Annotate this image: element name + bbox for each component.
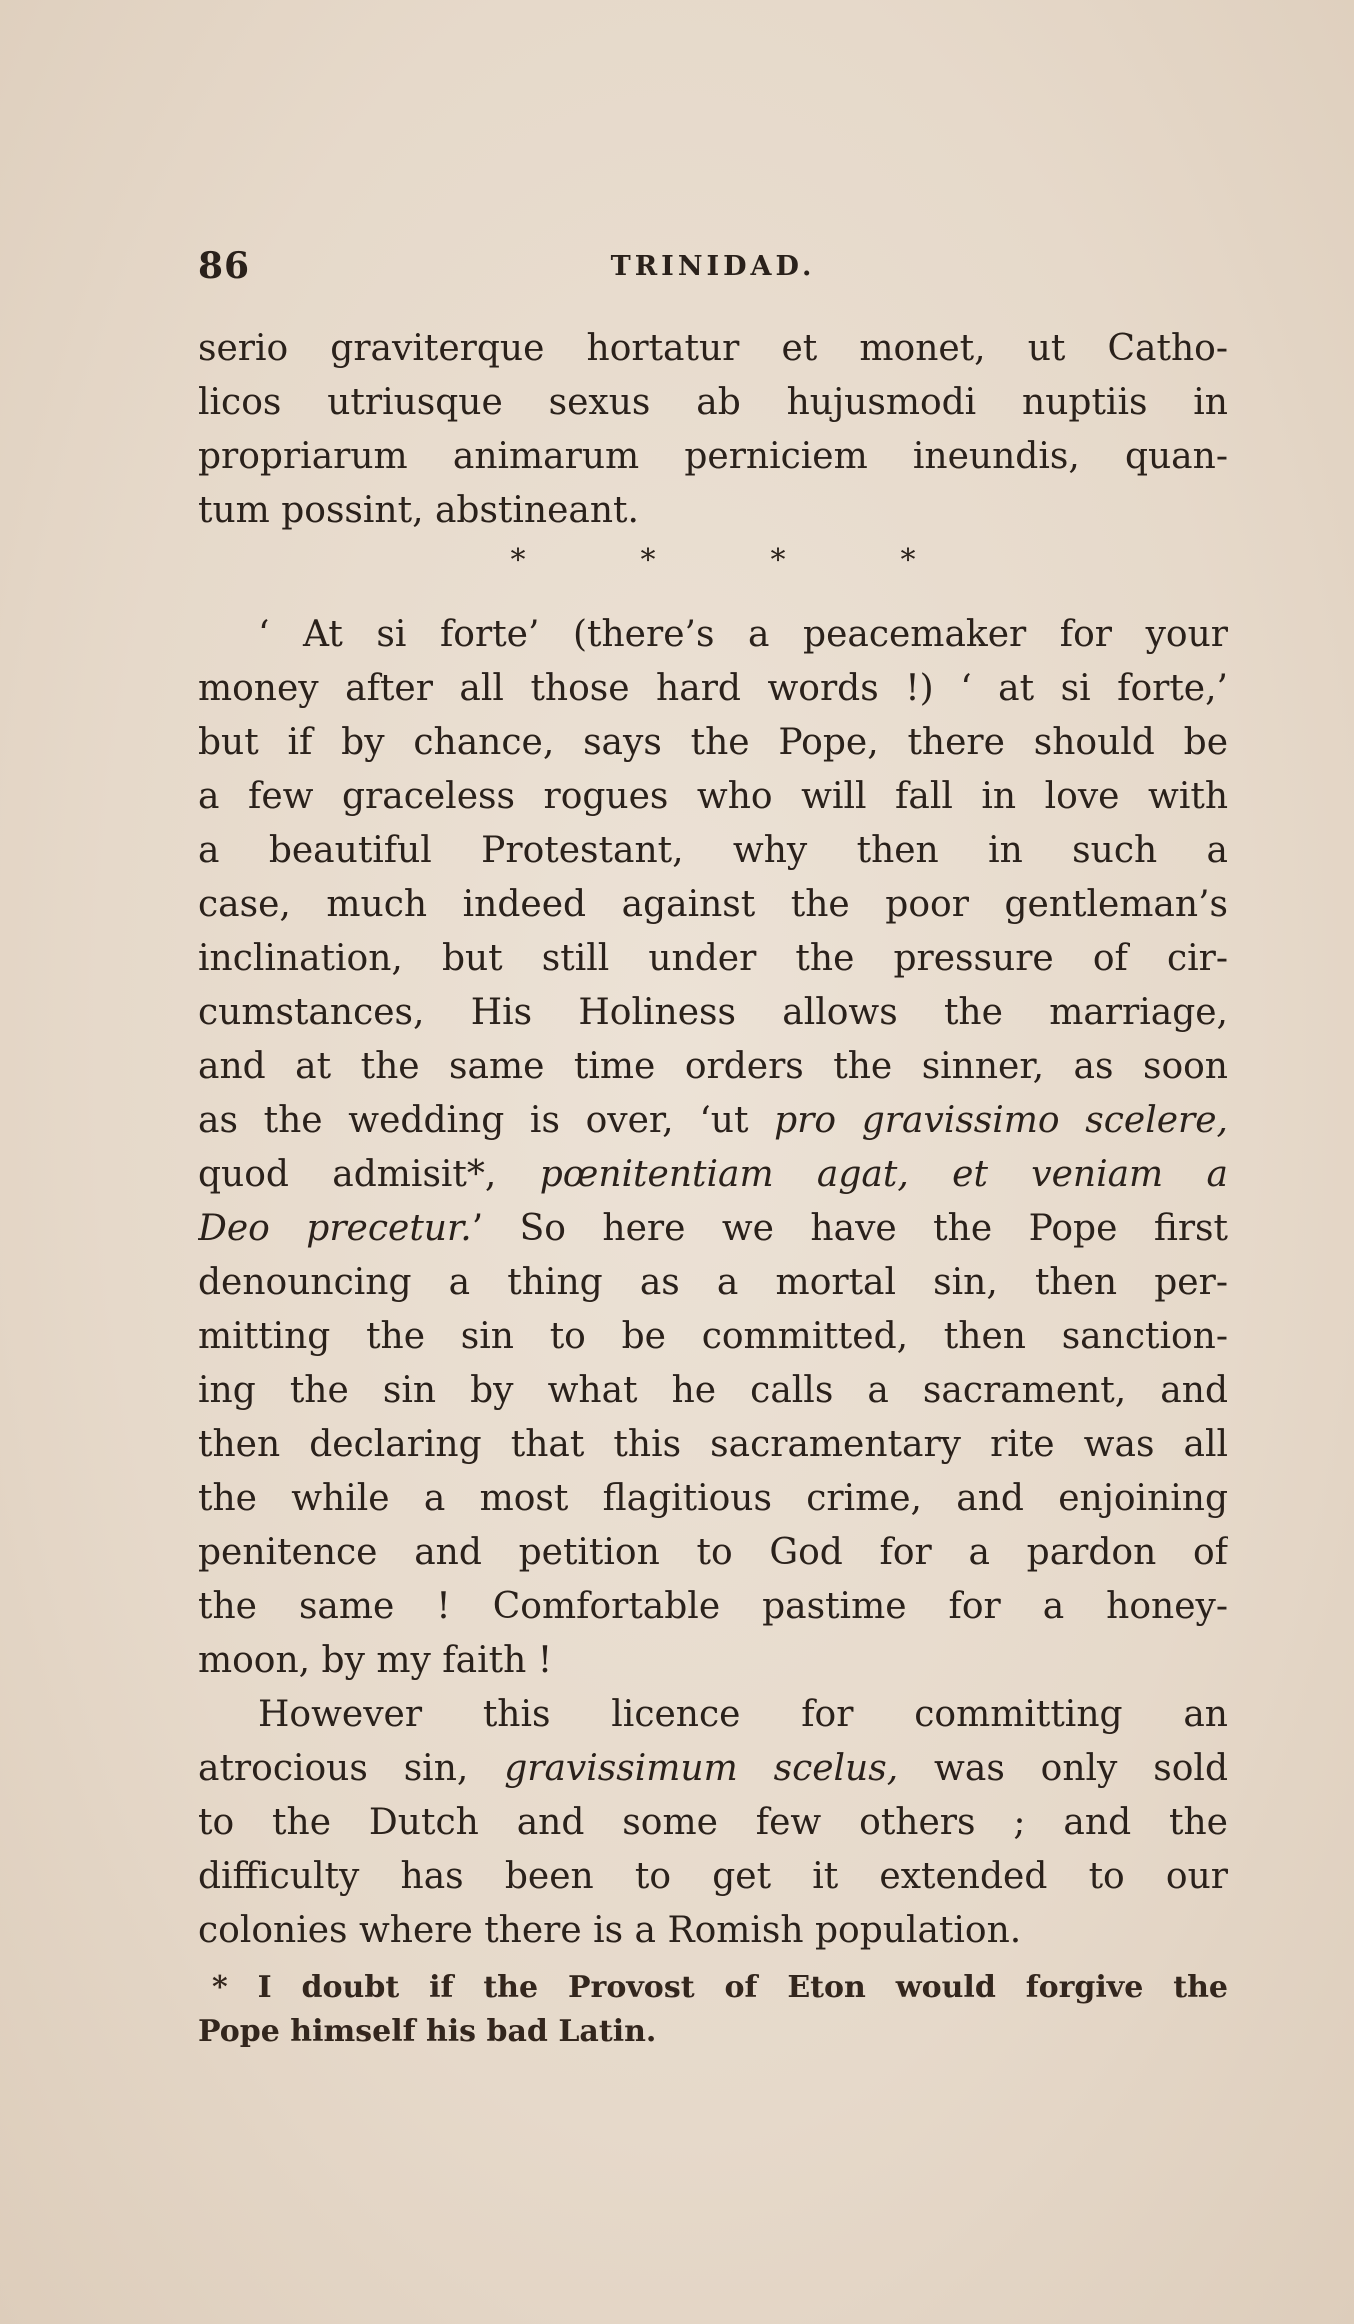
italic-run: pro gravissimo scelere, — [774, 1100, 1228, 1141]
italic-run: gravissimum scelus, — [504, 1748, 899, 1789]
text-line: a few graceless rogues who will fall in love with — [198, 776, 1228, 817]
text-run: ’ So here we have the Pope first — [471, 1208, 1228, 1249]
text-run: quod admisit*, — [198, 1154, 497, 1195]
text-line: cumstances, His Holiness allows the marriage, — [198, 992, 1228, 1033]
text-line: licos utriusque sexus ab hujusmodi nuptiis in — [198, 382, 1228, 423]
text-line — [198, 1094, 1228, 1148]
section-gap — [198, 583, 1228, 608]
italic-run: pœnitentiam agat, et veniam a — [539, 1154, 1228, 1195]
text-line: but if by chance, says the Pope, there should be — [198, 722, 1228, 763]
text-line: propriarum animarum perniciem ineundis, quan- — [198, 436, 1228, 477]
text-line: However this licence for committing an — [258, 1694, 1228, 1735]
text-line: colonies where there is a Romish population. — [198, 1910, 1022, 1951]
text-run: was only sold — [934, 1748, 1228, 1789]
asterisk: * — [510, 543, 526, 578]
text-line — [198, 1202, 1228, 1256]
text-line: serio graviterque hortatur et monet, ut Catho- — [198, 328, 1228, 369]
asterism — [198, 538, 1228, 583]
text-line: moon, by my faith ! — [198, 1640, 553, 1681]
text-line: the same ! Comfortable pastime for a honey- — [198, 1586, 1228, 1627]
footnote-line: * I doubt if the Provost of Eton would forgive the — [212, 1970, 1228, 2005]
footnote — [198, 1966, 1228, 2054]
text-line: ing the sin by what he calls a sacrament, and — [198, 1370, 1228, 1411]
text-run: as the wedding is over, ‘ut — [198, 1100, 749, 1141]
text-line: inclination, but still under the pressure of cir- — [198, 938, 1228, 979]
text-line: case, much indeed against the poor gentleman’s — [198, 884, 1228, 925]
text-line: a beautiful Protestant, why then in such a — [198, 830, 1228, 871]
text-line: then declaring that this sacramentary rite was all — [198, 1424, 1228, 1465]
asterisk: * — [770, 543, 786, 578]
text-line: and at the same time orders the sinner, as soon — [198, 1046, 1228, 1087]
text-line: tum possint, abstineant. — [198, 490, 639, 531]
asterisk: * — [900, 543, 916, 578]
text-run: atrocious sin, — [198, 1748, 469, 1789]
text-line: the while a most flagitious crime, and enjoining — [198, 1478, 1228, 1519]
footnote-line: Pope himself his bad Latin. — [198, 2014, 657, 2049]
text-line: ‘ At si forte’ (there’s a peacemaker for your — [258, 614, 1228, 655]
text-line: penitence and petition to God for a pardon of — [198, 1532, 1228, 1573]
body-text — [198, 322, 1228, 1958]
running-title: TRINIDAD. — [610, 251, 816, 282]
text-line: difficulty has been to get it extended to our — [198, 1856, 1228, 1897]
asterisk: * — [640, 543, 656, 578]
text-line: denouncing a thing as a mortal sin, then per- — [198, 1262, 1228, 1303]
page-header — [198, 245, 1228, 295]
text-line — [198, 1148, 1228, 1202]
italic-run: Deo precetur. — [198, 1208, 472, 1249]
text-line: money after all those hard words !) ‘ at si forte,’ — [198, 668, 1228, 709]
text-line: mitting the sin to be committed, then sanction- — [198, 1316, 1228, 1357]
text-line: to the Dutch and some few others ; and the — [198, 1802, 1228, 1843]
page-number: 86 — [198, 245, 251, 287]
text-line — [198, 1742, 1228, 1796]
